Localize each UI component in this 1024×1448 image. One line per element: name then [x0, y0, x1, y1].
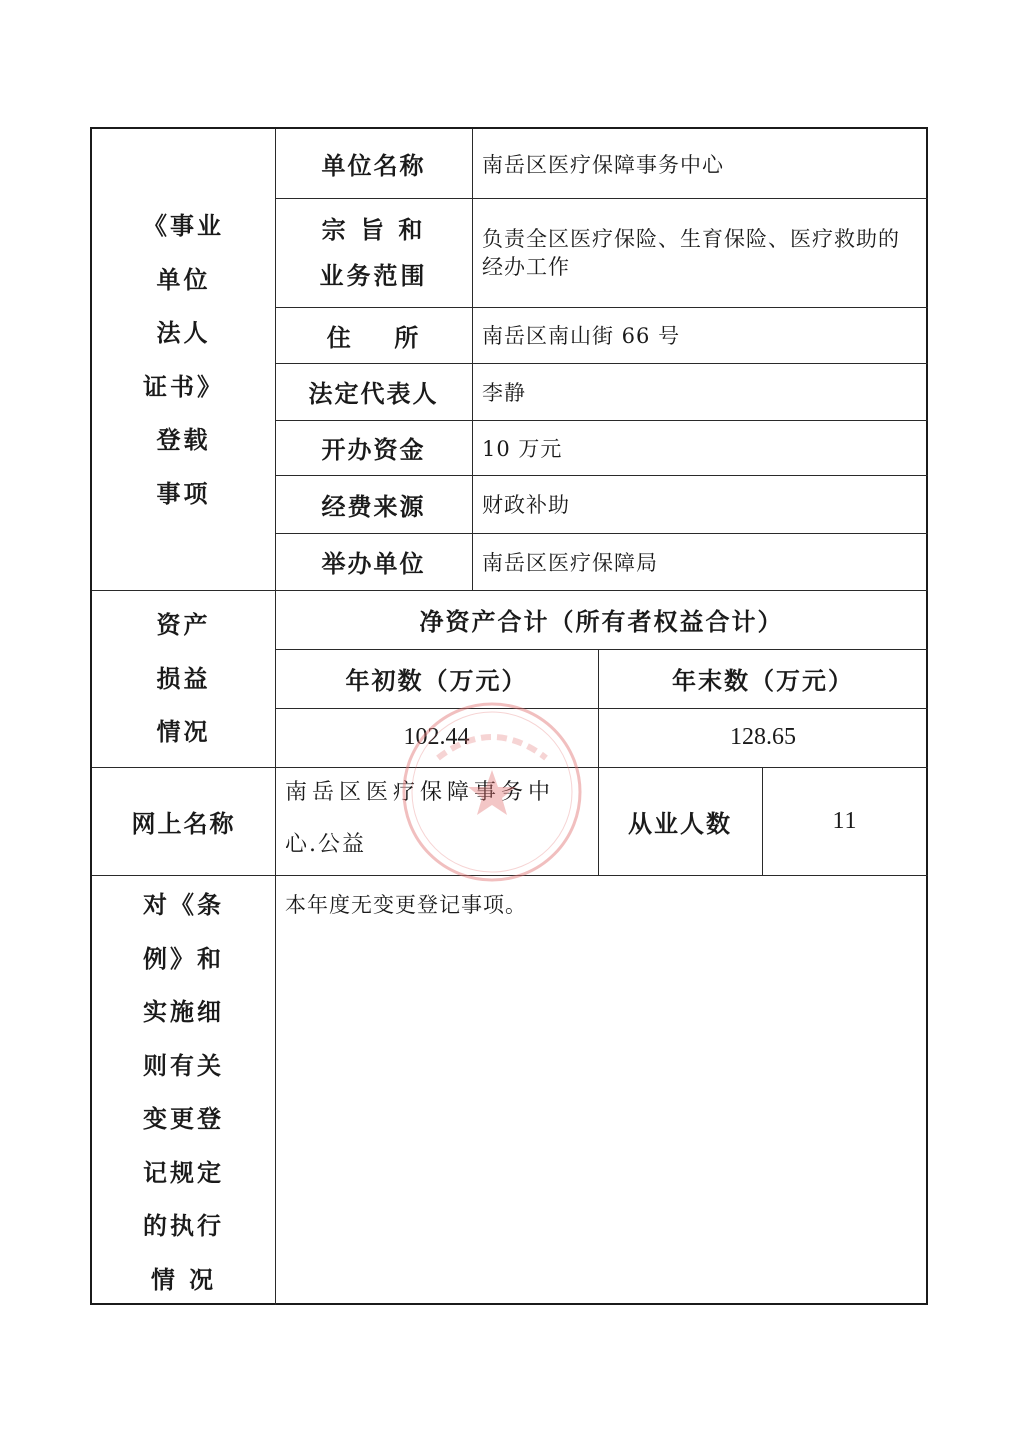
section-label-registration [92, 129, 275, 590]
staff-count-label: 从业人数 [628, 808, 732, 838]
capital-label: 开办资金 [321, 435, 426, 464]
purpose-scope-label [275, 198, 472, 307]
unit-name-label: 单位名称 [321, 151, 426, 180]
sponsor-value: 南岳区医疗保障局 [482, 550, 658, 575]
registration-table [90, 127, 928, 1305]
funding-source-label: 经费来源 [321, 491, 426, 521]
capital-value: 10 万元 [482, 436, 563, 461]
online-name-line: 南岳区医疗保障事务中 [285, 780, 556, 805]
section-label-line: 法人 [156, 318, 211, 347]
section-label-assets [92, 590, 275, 767]
section-label-line: 情 况 [150, 1264, 217, 1294]
online-name-label: 网上名称 [131, 808, 236, 838]
section-label-line: 变更登 [143, 1104, 224, 1133]
section-label-line: 登载 [156, 425, 211, 454]
section-label-line: 的执行 [143, 1211, 224, 1240]
funding-source-value: 财政补助 [482, 493, 570, 517]
section-label-line: 情况 [156, 717, 211, 747]
section-label-line: 记规定 [143, 1157, 224, 1187]
staff-count-value: 11 [832, 807, 858, 834]
net-assets-header: 净资产合计（所有者权益合计） [419, 607, 784, 636]
end-year-header: 年末数（万元） [672, 666, 854, 695]
unit-name-value: 南岳区医疗保障事务中心 [482, 152, 724, 177]
online-name-value [275, 767, 598, 875]
purpose-scope-value: 负责全区医疗保险、生育保险、医疗救助的经办工作 [482, 226, 900, 279]
sponsor-label: 举办单位 [321, 549, 426, 578]
end-year-value: 128.65 [730, 724, 796, 750]
address-value: 南岳区南山街 66 号 [482, 324, 681, 348]
purpose-scope-label-line: 业务范围 [319, 260, 428, 290]
section-label-changes [92, 875, 275, 1305]
legal-rep-value: 李静 [482, 380, 526, 405]
section-label-line: 损益 [156, 663, 211, 693]
section-label-line: 事项 [156, 478, 211, 508]
section-label-line: 《事业 [143, 211, 224, 240]
begin-year-header: 年初数（万元） [345, 666, 528, 695]
changes-value: 本年度无变更登记事项。 [285, 893, 527, 917]
section-label-line: 资产 [156, 610, 211, 640]
section-label-line: 实施细 [143, 997, 224, 1026]
section-label-line: 对《条 [143, 890, 224, 919]
section-label-line: 例》和 [143, 943, 224, 973]
address-label: 住 所 [326, 322, 421, 352]
section-label-line: 证书》 [143, 371, 224, 401]
legal-rep-label: 法定代表人 [308, 379, 439, 408]
section-label-line: 则有关 [143, 1050, 224, 1080]
online-name-line: 心.公益 [285, 832, 366, 857]
purpose-scope-label-line: 宗 旨 和 [321, 214, 426, 244]
section-label-line: 单位 [156, 264, 211, 294]
begin-year-value: 102.44 [403, 724, 470, 750]
